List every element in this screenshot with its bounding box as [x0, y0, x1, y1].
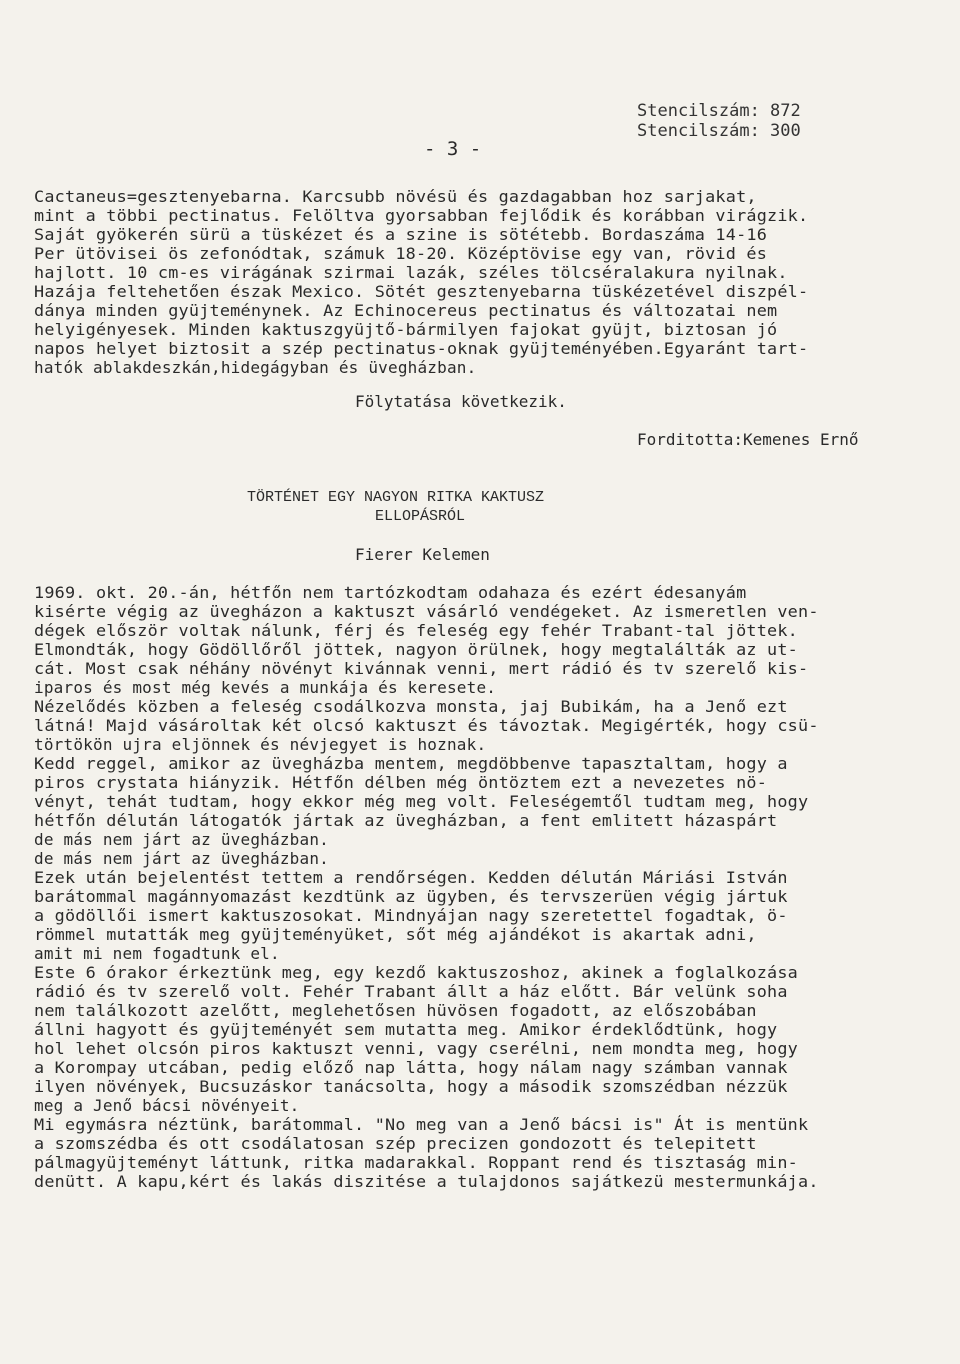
body-line: hétfőn délután látogatók jártak az üvegházban, a fent emlitett házaspárt: [34, 811, 778, 830]
body-line: de más nem járt az üvegházban.: [34, 830, 329, 849]
body-line: vényt, tehát tudtam, hogy ekkor még meg volt. Feleségemtől tudtam meg, hogy: [34, 792, 809, 811]
article-title-line-1: TÖRTÉNET EGY NAGYON RITKA KAKTUSZ: [247, 489, 545, 506]
body-line: dégek először voltak nálunk, férj és feleség egy fehér Trabant-tal jöttek.: [34, 621, 799, 640]
continuation-note: Fölytatása következik.: [355, 392, 567, 411]
body-line: Hazája feltehetően észak Mexico. Sötét gesztenyebarna tüskézetével diszpél-: [34, 282, 809, 301]
article-title-line-2: ELLOPÁSRÓL: [375, 508, 466, 525]
body-line: nem találkozott azelőtt, meglehetősen hüvösen fogadott, az előszobában: [34, 1001, 757, 1020]
body-line: barátommal magánnyomazást kezdtünk az ügyben, és tervszerüen végig jártuk: [34, 887, 788, 906]
body-line: Saját gyökerén sürü a tüskézet és a szine is sötétebb. Bordaszáma 14-16: [34, 225, 768, 244]
body-line: Elmondták, hogy Gödöllőről jöttek, nagyon örülnek, hogy megtalálták az ut-: [34, 640, 799, 659]
body-line: meg a Jenő bácsi növényeit.: [34, 1096, 300, 1115]
body-line: a szomszédba és ott csodálatosan szép precizen gondozott és telepitett: [34, 1134, 757, 1153]
body-line: cát. Most csak néhány növényt kivánnak venni, mert rádió és tv szerelő kis-: [34, 659, 809, 678]
body-line: Per ütövisei ös zefonódtak, számuk 18-20. Középtövise egy van, rövid és: [34, 244, 768, 263]
body-line: napos helyet biztosit a szép pectinatus-oknak gyüjteményében.Egyaránt tart-: [34, 339, 809, 358]
body-line: dánya minden gyüjteménynek. Az Echinocereus pectinatus és változatai nem: [34, 301, 778, 320]
body-line: mint a többi pectinatus. Felöltva gyorsabban fejlődik és korábban virágzik.: [34, 206, 809, 225]
body-line: Nézelődés közben a feleség csodálkozva monsta, jaj Bubikám, ha a Jenő ezt: [34, 697, 788, 716]
body-line: Kedd reggel, amikor az üvegházba mentem, megdöbbenve tapasztaltam, hogy a: [34, 754, 788, 773]
body-line: pálmagyüjteményt láttunk, ritka madarakkal. Roppant rend és tisztaság min-: [34, 1153, 799, 1172]
body-line: állni hagyott és gyüjteményét sem mutatta meg. Amikor érdeklődtünk, hogy: [34, 1020, 778, 1039]
page-number: - 3 -: [424, 138, 482, 160]
body-line: Mi egymásra néztünk, barátommal. "No meg van a Jenő bácsi is" Át is mentünk: [34, 1115, 809, 1134]
body-line: ilyen növények, Bucsuzáskor tanácsolta, hogy a második szomszédban nézzük: [34, 1077, 788, 1096]
article-author: Fierer Kelemen: [355, 545, 490, 564]
body-line: 1969. okt. 20.-án, hétfőn nem tartózkodtam odahaza és ezért édesanyám: [34, 583, 747, 602]
body-line: törtökön ujra eljönnek és névjegyet is hoznak.: [34, 735, 487, 754]
body-line: piros crystata hiányzik. Hétfőn délben még öntöztem ezt a nevezetes nö-: [34, 773, 768, 792]
body-line: rádió és tv szerelő volt. Fehér Trabant állt a ház előtt. Bár velünk soha: [34, 982, 788, 1001]
body-line: Este 6 órakor érkeztünk meg, egy kezdő kaktuszoshoz, akinek a foglalkozása: [34, 963, 799, 982]
body-line: kisérte végig az üvegházon a kaktuszt vásárló vendégeket. Az ismeretlen ven-: [34, 602, 819, 621]
body-line: römmel mutatták meg gyüjteményüket, sőt még ajándékot is akartak adni,: [34, 925, 757, 944]
stencil-number-2: Stencilszám: 300: [637, 121, 801, 141]
body-line: de más nem járt az üvegházban.: [34, 849, 329, 868]
body-line: a Korompay utcában, pedig előző nap látta, hogy nálam nagy számban vannak: [34, 1058, 788, 1077]
body-line: Cactaneus=gesztenyebarna. Karcsubb növésü és gazdagabban hoz sarjakat,: [34, 187, 757, 206]
body-line: denütt. A kapu,kért és lakás diszitése a tulajdonos sajátkezü mestermunkája.: [34, 1172, 819, 1191]
body-line: a gödöllői ismert kaktuszosokat. Mindnyájan nagy szeretettel fogadtak, ö-: [34, 906, 788, 925]
body-line: helyigényesek. Minden kaktuszgyüjtő-bármilyen fajokat gyüjt, biztosan jó: [34, 320, 778, 339]
stencil-number-1: Stencilszám: 872: [637, 101, 801, 121]
body-line: látná! Majd vásároltak két olcsó kaktuszt és távoztak. Megigérték, hogy csü-: [34, 716, 819, 735]
body-line: hatók ablakdeszkán,hidegágyban és üvegházban.: [34, 358, 477, 377]
body-line: Ezek után bejelentést tettem a rendőrségen. Kedden délután Máriási István: [34, 868, 788, 887]
body-line: hol lehet olcsón piros kaktuszt venni, vagy cserélni, nem mondta meg, hogy: [34, 1039, 799, 1058]
body-line: hajlott. 10 cm-es virágának szirmai lazák, széles tölcséralakura nyilnak.: [34, 263, 788, 282]
body-line: iparos és most még kevés a munkája és keresete.: [34, 678, 497, 697]
translator-credit: Forditotta:Kemenes Ernő: [637, 430, 859, 449]
body-line: amit mi nem fogadtunk el.: [34, 944, 280, 963]
